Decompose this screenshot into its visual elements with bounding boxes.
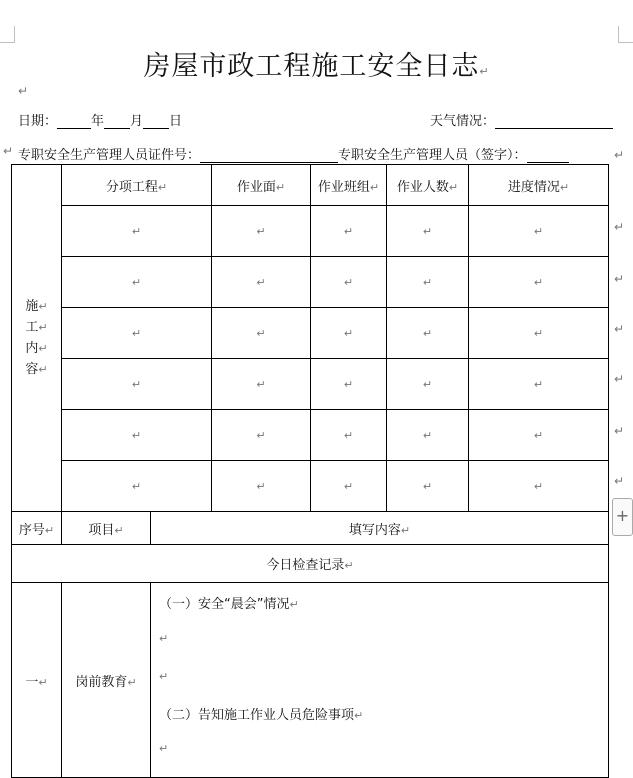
table-row [12,359,609,410]
table-cell[interactable]: ↵ [212,359,311,410]
row-no-header: 序号↵ [12,512,62,545]
page-corner-left [0,26,15,43]
page-title: 房屋市政工程施工安全日志↵ [143,51,490,82]
table-cell[interactable]: ↵ [62,410,212,461]
table-cell[interactable]: ↵ [469,461,609,512]
sign-label: 专职安全生产管理人员（签字）： [338,148,527,163]
item-header: 项目↵ [62,512,151,545]
year-field[interactable] [57,114,91,129]
cert-field[interactable] [200,148,338,163]
check-record-title: 今日检查记录↵ [12,545,609,583]
add-row-button[interactable]: + [612,498,633,536]
table-cell[interactable]: ↵ [469,257,609,308]
content-line: ↵ [159,632,169,645]
table-cell[interactable]: ↵ [311,359,387,410]
paragraph-mark: ↵ [18,84,29,98]
table-cell[interactable]: ↵ [311,206,387,257]
sign-field[interactable] [527,148,569,163]
table-cell[interactable]: ↵ [212,308,311,359]
fill-content-header: 填写内容↵ [151,512,609,545]
weather-field[interactable] [495,114,613,129]
paragraph-mark: ↵ [614,372,625,386]
table-cell[interactable]: ↵ [212,410,311,461]
section-item-preshift-education: 岗前教育↵ [62,583,151,778]
month-label: 月 [130,114,144,129]
weather-label: 天气情况： [429,114,495,129]
table-row [12,206,609,257]
section-number: 一↵ [12,583,62,778]
content-line: ↵ [159,670,169,683]
paragraph-mark: ↵ [3,144,14,158]
officer-line [18,144,569,163]
paragraph-mark: ↵ [614,474,625,488]
date-label: 日期： [18,114,58,129]
table-cell[interactable]: ↵ [62,206,212,257]
header-work-area: 作业面↵ [212,165,311,206]
table-cell[interactable]: ↵ [62,308,212,359]
table-row [12,410,609,461]
table-cell[interactable]: ↵ [469,410,609,461]
table-cell[interactable]: ↵ [62,257,212,308]
table-cell[interactable]: ↵ [469,359,609,410]
month-field[interactable] [104,114,130,129]
safety-log-table [11,164,609,778]
day-label: 日 [169,114,183,129]
date-weather-line [18,110,613,129]
table-cell[interactable]: ↵ [212,257,311,308]
table-cell[interactable]: ↵ [387,410,469,461]
paragraph-mark: ↵ [614,220,625,234]
content-line: （二）告知施工作业人员危险事项↵ [159,708,364,723]
section-content[interactable] [151,583,609,778]
table-cell[interactable]: ↵ [212,461,311,512]
table-cell[interactable]: ↵ [469,206,609,257]
cert-label: 专职安全生产管理人员证件号： [18,148,201,163]
header-work-team: 作业班组↵ [311,165,387,206]
table-cell[interactable]: ↵ [311,410,387,461]
table-cell[interactable]: ↵ [387,461,469,512]
paragraph-mark: ↵ [614,148,625,162]
page-corner-right [618,26,633,43]
paragraph-mark: ↵ [614,322,625,336]
table-cell[interactable]: ↵ [311,308,387,359]
header-sub-project: 分项工程↵ [62,165,212,206]
day-field[interactable] [143,114,169,129]
weather-group [430,110,613,129]
paragraph-mark: ↵ [614,272,625,286]
table-cell[interactable]: ↵ [311,461,387,512]
content-line: （一）安全“晨会”情况↵ [159,597,299,612]
table-row [12,461,609,512]
table-cell[interactable]: ↵ [62,461,212,512]
table-row [12,308,609,359]
table-cell[interactable]: ↵ [212,206,311,257]
header-progress: 进度情况↵ [469,165,609,206]
year-label: 年 [91,114,105,129]
table-cell[interactable]: ↵ [387,359,469,410]
table-cell[interactable]: ↵ [62,359,212,410]
content-line: ↵ [159,742,169,755]
table-cell[interactable]: ↵ [387,308,469,359]
header-worker-count: 作业人数↵ [387,165,469,206]
table-cell[interactable]: ↵ [387,257,469,308]
construction-content-label: 施↵ 工↵ 内↵ 容↵ [12,165,62,512]
paragraph-mark: ↵ [614,424,625,438]
table-cell[interactable]: ↵ [311,257,387,308]
table-cell[interactable]: ↵ [387,206,469,257]
table-cell[interactable]: ↵ [469,308,609,359]
table-row [12,257,609,308]
